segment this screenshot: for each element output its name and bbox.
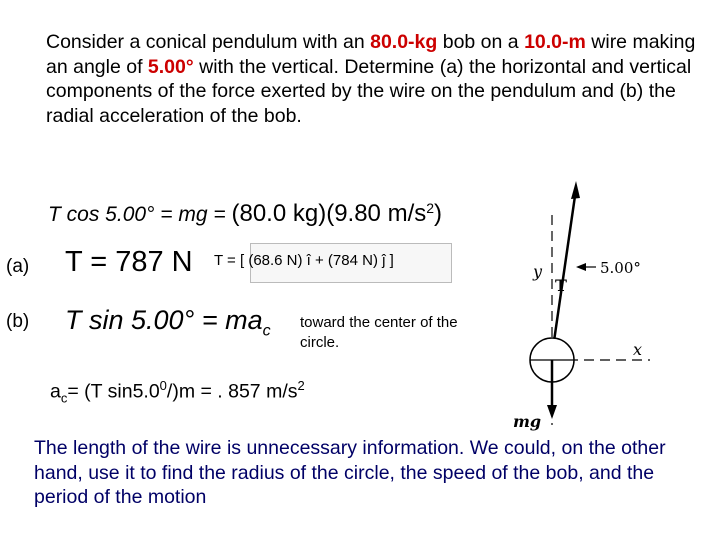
ac-end: /)m = . 857 m/s — [166, 380, 298, 403]
part-b-equation-sub: c — [262, 322, 271, 340]
part-b-equation — [65, 305, 271, 340]
weight-arrowhead — [547, 405, 557, 419]
eq1-g-exponent: 2 — [426, 200, 435, 216]
angle-label: 5.00° — [600, 259, 641, 277]
eq1-mass: (80.0 kg) — [231, 200, 327, 227]
mass-value: 80.0-kg — [370, 31, 438, 53]
eq1-g: (9.80 m/s — [326, 200, 427, 227]
problem-text-1: Consider a conical pendulum with an — [46, 31, 371, 53]
angle-value: 5.00° — [147, 55, 194, 78]
part-b-equation-text: T sin 5.00° = ma — [65, 305, 263, 335]
x-label: x — [633, 340, 643, 359]
ac-symbol: a — [50, 380, 61, 403]
problem-statement — [46, 30, 696, 128]
radial-note-line-2: circle. — [300, 334, 340, 351]
ac-mid: = (T sin5.0 — [67, 380, 160, 403]
problem-text-3: wire making an angle of — [46, 31, 696, 78]
weight-label: mg — [513, 412, 542, 431]
part-b-label: (b) — [6, 311, 30, 332]
conclusion-text: The length of the wire is unnecessary information. We could, on the other hand, use it to find the radius of the circle, the speed of the bob, and the period of the motion — [34, 437, 666, 508]
part-a-label: (a) — [6, 256, 30, 277]
radial-acceleration-line — [50, 378, 305, 405]
free-body-diagram — [500, 175, 700, 435]
problem-text-2: bob on a — [437, 31, 525, 53]
tension-arrow — [552, 189, 576, 355]
length-value: 10.0-m — [524, 31, 586, 53]
ac-sup2: 2 — [297, 378, 305, 393]
ac-sup: 0 — [159, 378, 167, 393]
radial-note-line-1: toward the center of the — [300, 314, 458, 331]
problem-text-4: with the vertical. Determine (a) the horizontal and vertical components of the force exerted by the wire on the pendulum and (b) the radial acceleration of the bob. — [46, 55, 692, 127]
tension-arrowhead — [571, 181, 580, 199]
radial-direction-note — [300, 313, 500, 353]
y-label: y — [533, 262, 543, 281]
tension-vector: T = [ (68.6 N) î + (784 N) ĵ ] — [214, 252, 394, 269]
eq1-lhs: T cos 5.00° = mg = — [48, 203, 232, 226]
ac-subscript: c — [60, 390, 68, 406]
eq1-close: ) — [434, 200, 443, 227]
angle-pointer-head — [576, 263, 586, 271]
tension-label: T — [555, 276, 567, 295]
equation-vertical-balance — [48, 200, 442, 228]
part-a-result: T = 787 N — [65, 246, 193, 278]
